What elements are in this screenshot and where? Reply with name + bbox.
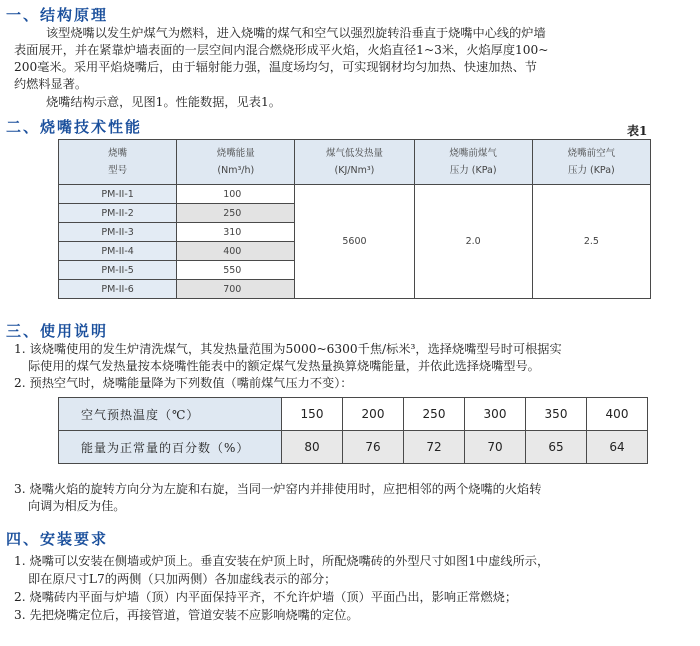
section-title-usage: 三、使用说明 (6, 322, 109, 340)
temp-cell: 250 (404, 398, 465, 431)
header-heat-value: 煤气低发热量 (KJ/Nm³) (295, 140, 414, 185)
paragraph-line: 3. 先把烧嘴定位后，再接管道，管道安装不应影响烧嘴的定位。 (14, 608, 359, 622)
header-model: 烧嘴 型号 (59, 140, 177, 185)
paragraph-line: 200毫米。采用平焰烧嘴后，由于辐射能力强，温度场均匀，可实现钢材均匀加热、快速加热、节 (14, 60, 537, 74)
paragraph-line: 该型烧嘴以发生炉煤气为燃料，进入烧嘴的煤气和空气以强烈旋转沿垂直于烧嘴中心线的炉墙 (46, 26, 546, 40)
section-title-installation: 四、安装要求 (6, 530, 109, 548)
capacity-cell: 550 (177, 261, 295, 280)
capacity-cell: 310 (177, 223, 295, 242)
percent-cell: 65 (526, 431, 587, 464)
table-row (59, 431, 648, 464)
model-cell: PM-II-2 (59, 204, 177, 223)
gas-pressure-cell: 2.0 (414, 185, 532, 299)
capacity-cell: 700 (177, 280, 295, 299)
table-row (59, 185, 651, 204)
model-cell: PM-II-1 (59, 185, 177, 204)
preheat-temp-label: 空气预热温度（℃） (59, 398, 282, 431)
heat-value-cell: 5600 (295, 185, 414, 299)
capacity-cell: 100 (177, 185, 295, 204)
temp-cell: 400 (587, 398, 648, 431)
paragraph-line: 3. 烧嘴火焰的旋转方向分为左旋和右旋，当同一炉窑内并排使用时，应把相邻的两个烧嘴的火焰转 (14, 482, 542, 496)
paragraph-line: 烧嘴结构示意，见图1。性能数据，见表1。 (46, 95, 281, 109)
table-row (59, 398, 648, 431)
temp-cell: 150 (282, 398, 343, 431)
paragraph-line: 1. 该烧嘴使用的发生炉清洗煤气，其发热量范围为5000~6300千焦/标米³，选择烧嘴型号时可根据实 (14, 342, 562, 356)
header-air-pressure: 烧嘴前空气 压力 (KPa) (532, 140, 650, 185)
percent-cell: 80 (282, 431, 343, 464)
temp-cell: 200 (343, 398, 404, 431)
model-cell: PM-II-3 (59, 223, 177, 242)
capacity-cell: 250 (177, 204, 295, 223)
percent-cell: 76 (343, 431, 404, 464)
section-title-structure: 一、结构原理 (6, 6, 109, 24)
performance-table (58, 139, 651, 299)
percent-cell: 64 (587, 431, 648, 464)
paragraph-line: 1. 烧嘴可以安装在侧墙或炉顶上。垂直安装在炉顶上时，所配烧嘴砖的外型尺寸如图1中虚线所示， (14, 554, 550, 568)
model-cell: PM-II-4 (59, 242, 177, 261)
air-pressure-cell: 2.5 (532, 185, 650, 299)
paragraph-line: 向调为相反为佳。 (28, 499, 126, 513)
model-cell: PM-II-6 (59, 280, 177, 299)
paragraph-line: 即在原尺寸L7的两侧（只加两侧）各加虚线表示的部分； (28, 572, 337, 586)
paragraph-line: 约燃料显著。 (14, 77, 88, 91)
capacity-cell: 400 (177, 242, 295, 261)
paragraph-line: 际使用的煤气发热量按本烧嘴性能表中的额定煤气发热量换算烧嘴能量，并依此选择烧嘴型号。 (28, 359, 540, 373)
table-label: 表1 (627, 124, 648, 138)
paragraph-line: 2. 预热空气时，烧嘴能量降为下列数值（嘴前煤气压力不变）： (14, 376, 353, 390)
model-cell: PM-II-5 (59, 261, 177, 280)
temp-cell: 300 (465, 398, 526, 431)
paragraph-line: 2. 烧嘴砖内平面与炉墙（顶）内平面保持平齐，不允许炉墙（顶）平面凸出，影响正常燃烧； (14, 590, 518, 604)
header-capacity: 烧嘴能量 (Nm³/h) (177, 140, 295, 185)
percent-cell: 72 (404, 431, 465, 464)
preheat-table (58, 397, 648, 464)
section-title-performance: 二、烧嘴技术性能 (6, 118, 143, 136)
paragraph-line: 表面展开，并在紧靠炉墙表面的一层空间内混合燃烧形成平火焰，火焰直径1~3米，火焰厚度100~ (14, 43, 549, 57)
temp-cell: 350 (526, 398, 587, 431)
header-gas-pressure: 烧嘴前煤气 压力 (KPa) (414, 140, 532, 185)
percent-cell: 70 (465, 431, 526, 464)
capacity-percent-label: 能量为正常量的百分数（%） (59, 431, 282, 464)
